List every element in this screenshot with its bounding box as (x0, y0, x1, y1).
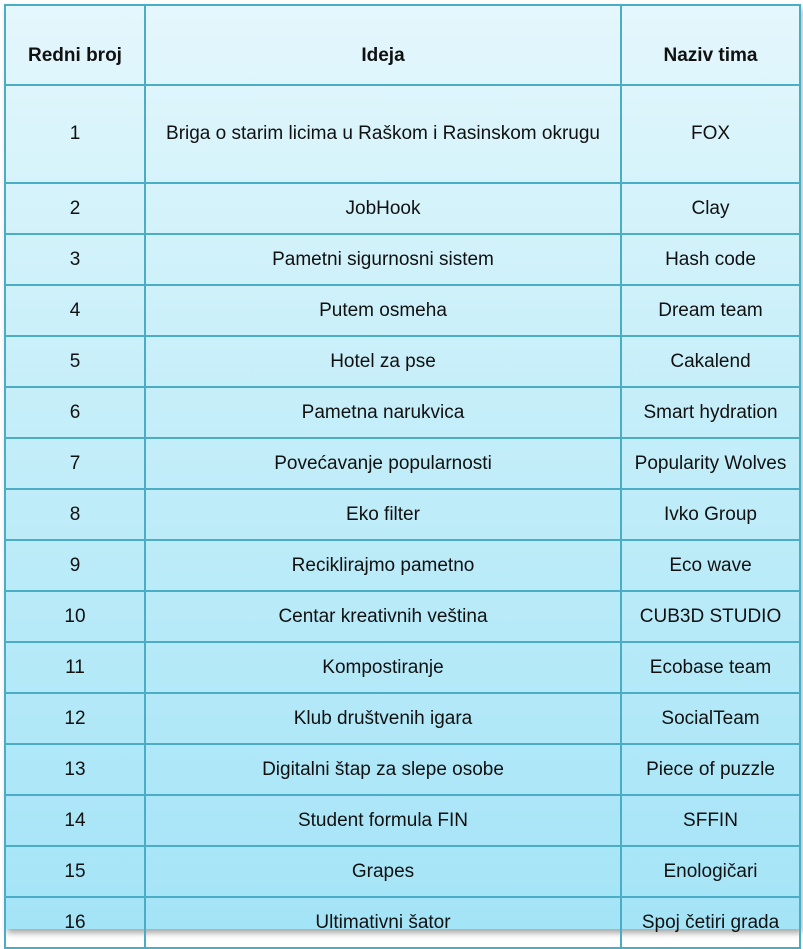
cell-redni-broj: 12 (5, 693, 145, 744)
cell-ideja: Kompostiranje (145, 642, 621, 693)
table-body (5, 85, 800, 948)
cell-ideja: Reciklirajmo pametno (145, 540, 621, 591)
cell-ideja: Briga o starim licima u Raškom i Rasinskom okrugu (145, 85, 621, 183)
cell-naziv-tima: Piece of puzzle (621, 744, 800, 795)
cell-redni-broj: 14 (5, 795, 145, 846)
table-row (5, 897, 800, 948)
table-row (5, 85, 800, 183)
table-row (5, 285, 800, 336)
cell-redni-broj: 9 (5, 540, 145, 591)
cell-ideja: JobHook (145, 183, 621, 234)
ideas-table (4, 4, 801, 949)
cell-naziv-tima: CUB3D STUDIO (621, 591, 800, 642)
cell-ideja: Povećavanje popularnosti (145, 438, 621, 489)
cell-redni-broj: 11 (5, 642, 145, 693)
cell-redni-broj: 16 (5, 897, 145, 948)
cell-ideja: Ultimativni šator (145, 897, 621, 948)
table-row (5, 795, 800, 846)
cell-redni-broj: 10 (5, 591, 145, 642)
cell-naziv-tima: Hash code (621, 234, 800, 285)
table-row (5, 438, 800, 489)
ideas-table-container (4, 4, 799, 933)
cell-redni-broj: 5 (5, 336, 145, 387)
cell-ideja: Pametna narukvica (145, 387, 621, 438)
cell-naziv-tima: Eco wave (621, 540, 800, 591)
cell-naziv-tima: FOX (621, 85, 800, 183)
cell-redni-broj: 15 (5, 846, 145, 897)
cell-ideja: Hotel za pse (145, 336, 621, 387)
table-row (5, 846, 800, 897)
cell-redni-broj: 6 (5, 387, 145, 438)
cell-redni-broj: 3 (5, 234, 145, 285)
cell-naziv-tima: Dream team (621, 285, 800, 336)
table-row (5, 387, 800, 438)
cell-ideja: Eko filter (145, 489, 621, 540)
table-row (5, 234, 800, 285)
table-row (5, 540, 800, 591)
table-row (5, 591, 800, 642)
cell-redni-broj: 13 (5, 744, 145, 795)
cell-redni-broj: 8 (5, 489, 145, 540)
table-row (5, 744, 800, 795)
table-row (5, 642, 800, 693)
table-header-row (5, 5, 800, 85)
cell-naziv-tima: Smart hydration (621, 387, 800, 438)
cell-ideja: Grapes (145, 846, 621, 897)
cell-redni-broj: 7 (5, 438, 145, 489)
cell-naziv-tima: Enologičari (621, 846, 800, 897)
table-row (5, 336, 800, 387)
cell-naziv-tima: Cakalend (621, 336, 800, 387)
cell-naziv-tima: Ecobase team (621, 642, 800, 693)
cell-redni-broj: 2 (5, 183, 145, 234)
table-row (5, 489, 800, 540)
cell-naziv-tima: SFFIN (621, 795, 800, 846)
cell-naziv-tima: Popularity Wolves (621, 438, 800, 489)
header-naziv-tima: Naziv tima (621, 5, 800, 85)
cell-ideja: Digitalni štap za slepe osobe (145, 744, 621, 795)
cell-ideja: Putem osmeha (145, 285, 621, 336)
table-row (5, 693, 800, 744)
cell-naziv-tima: Clay (621, 183, 800, 234)
cell-ideja: Pametni sigurnosni sistem (145, 234, 621, 285)
header-ideja: Ideja (145, 5, 621, 85)
cell-ideja: Centar kreativnih veština (145, 591, 621, 642)
cell-redni-broj: 1 (5, 85, 145, 183)
cell-ideja: Klub društvenih igara (145, 693, 621, 744)
cell-redni-broj: 4 (5, 285, 145, 336)
table-row (5, 183, 800, 234)
header-redni-broj: Redni broj (5, 5, 145, 85)
cell-ideja: Student formula FIN (145, 795, 621, 846)
cell-naziv-tima: Ivko Group (621, 489, 800, 540)
cell-naziv-tima: SocialTeam (621, 693, 800, 744)
cell-naziv-tima: Spoj četiri grada (621, 897, 800, 948)
